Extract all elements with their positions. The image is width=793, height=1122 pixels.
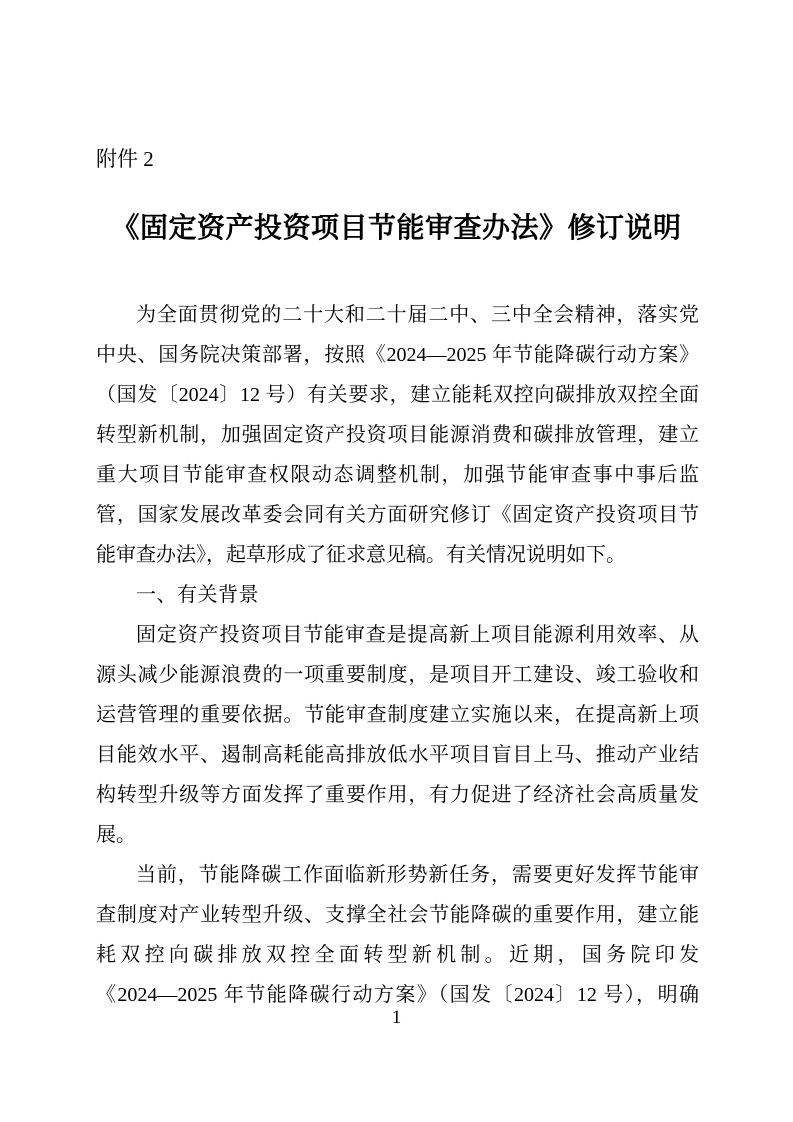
body-line: 固定资产投资项目节能审查是提高新上项目能源利用效率、从	[136, 624, 699, 646]
body-line: 展。	[96, 824, 136, 846]
attachment-label: 附件 2	[96, 147, 154, 171]
body-line: 能审查办法》，起草形成了征求意见稿。有关情况说明如下。	[96, 544, 626, 566]
body-line: 《2024—2025 年节能降碳行动方案》（国发〔2024〕12 号），明确	[96, 984, 699, 1006]
body-line: 构转型升级等方面发挥了重要作用，有力促进了经济社会高质量发	[96, 784, 699, 806]
body-line: 目能效水平、遏制高耗能高排放低水平项目盲目上马、推动产业结	[96, 744, 699, 766]
document-title: 《固定资产投资项目节能审查办法》修订说明	[111, 212, 682, 243]
body-line: 重大项目节能审查权限动态调整机制，加强节能审查事中事后监	[96, 464, 699, 486]
body-line: 查制度对产业转型升级、支撑全社会节能降碳的重要作用，建立能	[96, 904, 699, 926]
body-line: 管，国家发展改革委会同有关方面研究修订《固定资产投资项目节	[96, 504, 699, 526]
document-body	[96, 295, 699, 1015]
body-line: 耗双控向碳排放双控全面转型新机制。近期，国务院印发	[96, 944, 699, 966]
page-number: 1	[391, 1007, 402, 1028]
body-line: 运营管理的重要依据。节能审查制度建立实施以来，在提高新上项	[96, 704, 699, 726]
body-line: 为全面贯彻党的二十大和二十届二中、三中全会精神，落实党	[136, 304, 699, 326]
body-line: 转型新机制，加强固定资产投资项目能源消费和碳排放管理，建立	[96, 424, 699, 446]
section-heading: 一、有关背景	[136, 584, 259, 606]
body-line: 中央、国务院决策部署，按照《2024—2025 年节能降碳行动方案》	[96, 344, 699, 366]
body-line: （国发〔2024〕12 号）有关要求，建立能耗双控向碳排放双控全面	[96, 384, 699, 406]
body-line: 源头减少能源浪费的一项重要制度，是项目开工建设、竣工验收和	[96, 664, 699, 686]
body-line: 当前，节能降碳工作面临新形势新任务，需要更好发挥节能审	[136, 864, 699, 886]
